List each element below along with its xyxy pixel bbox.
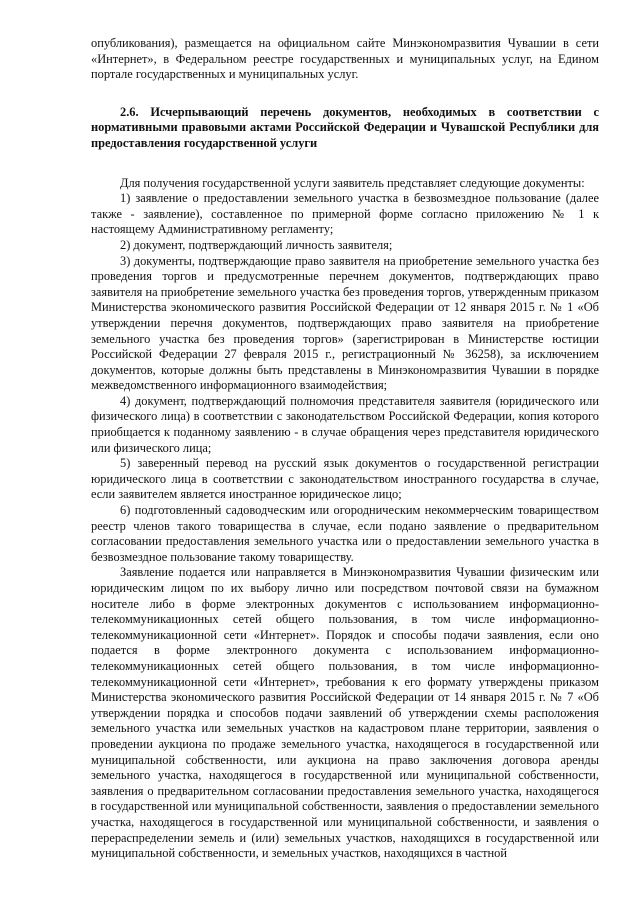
list-item-5: 5) заверенный перевод на русский язык документов о государственной регистрации юридического лица в соответствии с законодательством иностранного государства в случае, если заявителем является иностранное юридическое лицо; [91, 456, 599, 502]
list-item-2: 2) документ, подтверждающий личность заявителя; [120, 237, 393, 252]
document-page [91, 36, 599, 862]
list-item-6: 6) подготовленный садоводческим или огородническим некоммерческим товариществом реестр членов такого товарищества в случае, если подано заявление о предварительном согласовании предоставления земельного участка или о предоставлении земельного участка в безвозмездное пользование такому товариществу. [91, 503, 599, 564]
list-item-3: 3) документы, подтверждающие право заявителя на приобретение земельного участка без проведения торгов и предусмотренные перечнем документов, подтверждающих право заявителя на приобретение земельного участка без проведения торгов, утвержденным приказом Министерства экономического развития Российской Федерации от 12 января 2015 г. № 1 «Об утверждении перечня документов, подтверждающих право заявителя на приобретение земельного участка без проведения торгов» (зарегистрирован в Министерстве юстиции Российской Федерации 27 февраля 2015 г., регистрационный № 36258), за исключением документов, которые должны быть представлены в Минэкономразвития Чувашии в порядке межведомственного информационного взаимодействия; [91, 253, 599, 393]
intro-paragraph: опубликования), размещается на официальном сайте Минэкономразвития Чувашии в сети «Интернет», в Федеральном реестре государственных и муниципальных услуг, на Едином портале государственных и муниципальных услуг. [91, 36, 599, 82]
paragraph-lead: Для получения государственной услуги заявитель представляет следующие документы: [120, 175, 585, 190]
section-heading: 2.6. Исчерпывающий перечень документов, необходимых в соответствии с нормативными правовыми актами Российской Федерации и Чувашской Республики для предоставления государственной услуги [91, 104, 599, 150]
submission-paragraph: Заявление подается или направляется в Минэкономразвития Чувашии физическим или юридическим лицом по их выбору лично или посредством почтовой связи на бумажном носителе либо в форме электронных документов с использованием информационно-телекоммуникационных сетей общего пользования, в том числе информационно-телекоммуникационной сети «Интернет». Порядок и способы подачи заявления, если оно подается в форме электронного документа с использованием информационно-телекоммуникационных сетей общего пользования, в том числе информационно-телекоммуникационной сети «Интернет», требования к его формату утверждены приказом Министерства экономического развития Российской Федерации от 14 января 2015 г. № 7 «Об утверждении порядка и способов подачи заявлений об утверждении схемы расположения земельного участка или земельных участков на кадастровом плане территории, заявления о проведении аукциона по продаже земельного участка, находящегося в государственной или муниципальной собственности, или аукциона на право заключения договора аренды земельного участка, находящегося в государственной или муниципальной собственности, заявления о предварительном согласовании предоставления земельного участка, находящегося в государственной или муниципальной собственности, заявления о предоставлении земельного участка, находящегося в государственной или муниципальной собственности, и заявления о перераспределении земель и (или) земельных участков, находящихся в государственной или муниципальной собственности, и земельных участков, находящихся в частной [91, 565, 599, 861]
list-item-1: 1) заявление о предоставлении земельного участка в безвозмездное пользование (далее также - заявление), составленное по примерной форме согласно приложению № 1 к настоящему Административному регламенту; [91, 191, 599, 237]
list-item-4: 4) документ, подтверждающий полномочия представителя заявителя (юридического или физического лица) в соответствии с законодательством Российской Федерации, копия которого приобщается к поданному заявлению - в случае обращения через представителя юридического или физического лица; [91, 393, 599, 455]
